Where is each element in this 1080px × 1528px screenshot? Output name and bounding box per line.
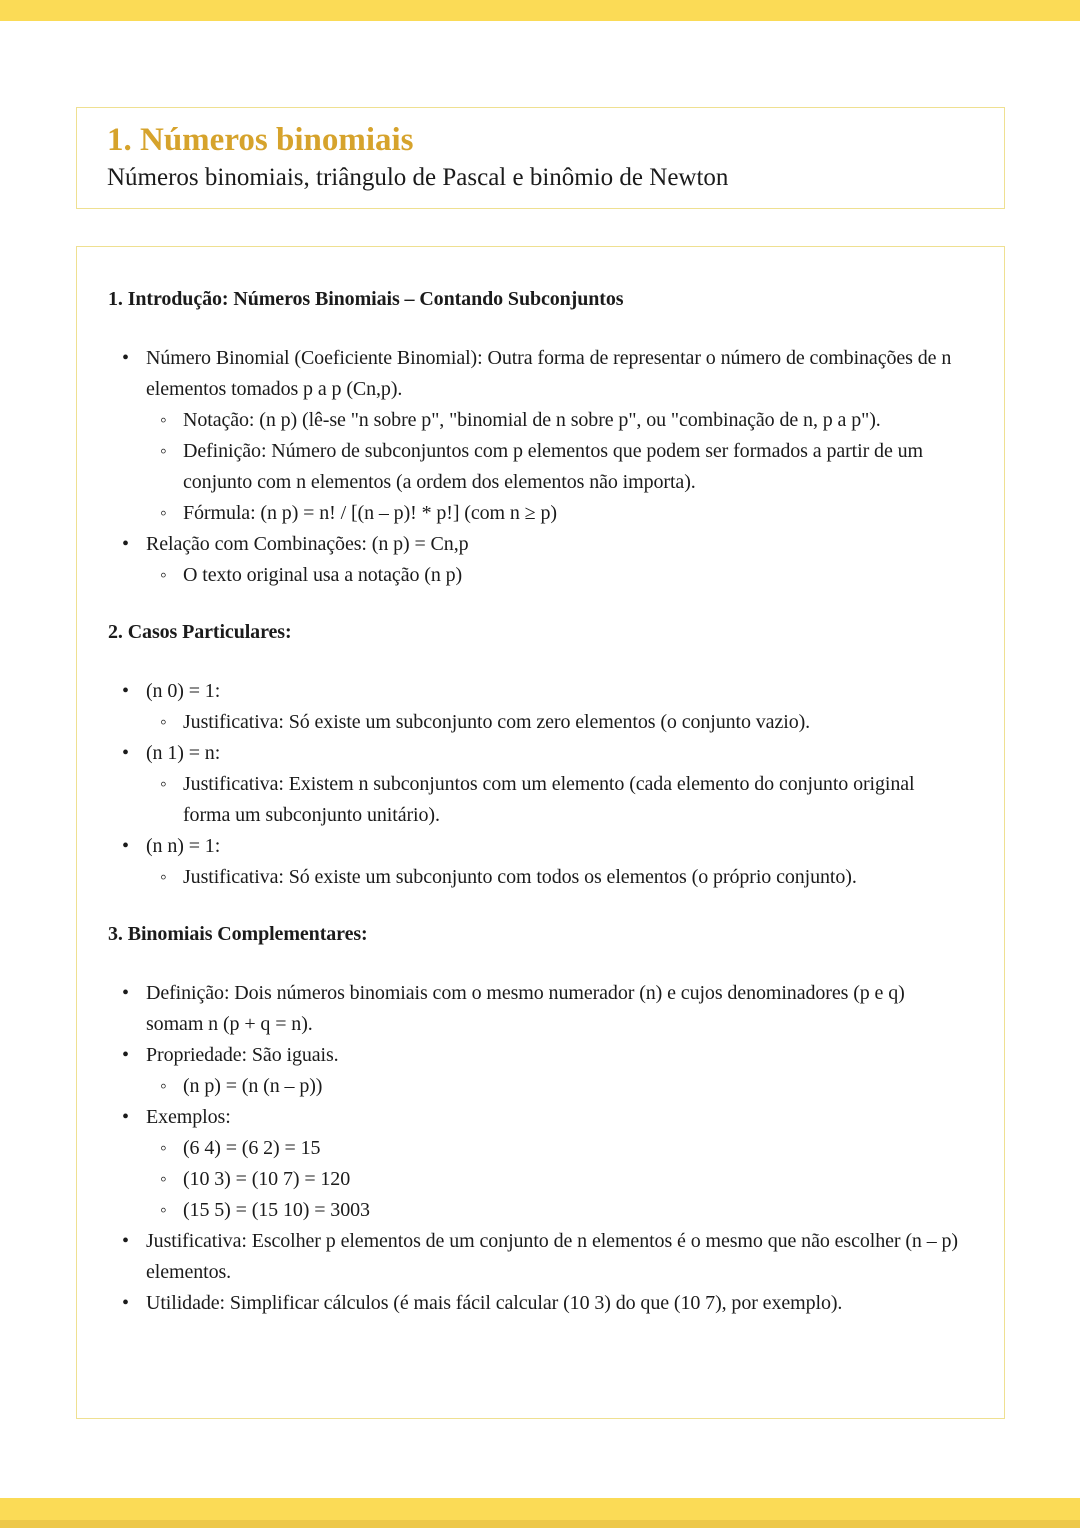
bullet-text: Exemplos: xyxy=(146,1106,231,1128)
bullet-item xyxy=(146,1040,964,1102)
sub-bullet-text: Justificativa: Só existe um subconjunto com zero elementos (o conjunto vazio). xyxy=(183,711,811,733)
sub-bullet-item xyxy=(183,1164,964,1195)
bullet-item xyxy=(146,676,964,738)
bullet-text: Número Binomial (Coeficiente Binomial): Outra forma de representar o número de combinações de n elementos tomados p a p (Cn,p). xyxy=(146,347,952,400)
sub-bullet-text: Definição: Número de subconjuntos com p elementos que podem ser formados a partir de um conjunto com n elementos (a ordem dos elementos não importa). xyxy=(183,440,923,493)
bullet-item xyxy=(146,738,964,831)
sub-bullet-item xyxy=(183,862,964,893)
content-card xyxy=(76,246,1005,1419)
section-heading-binomiais-complementares: 3. Binomiais Complementares: xyxy=(108,923,368,945)
sub-bullet-list xyxy=(146,1071,964,1102)
sub-bullet-item xyxy=(183,1195,964,1226)
sub-bullet-list xyxy=(146,405,964,529)
bullet-list xyxy=(108,978,964,1319)
sub-bullet-text: Notação: (n p) (lê-se "n sobre p", "binomial de n sobre p", ou "combinação de n, p a p"). xyxy=(183,409,881,431)
bullet-text: Relação com Combinações: (n p) = Cn,p xyxy=(146,533,469,555)
section-heading-casos-particulares: 2. Casos Particulares: xyxy=(108,621,292,643)
bullet-text: Definição: Dois números binomiais com o mesmo numerador (n) e cujos denominadores (p e q) somam n (p + q = n). xyxy=(146,982,905,1035)
sub-bullet-list xyxy=(146,1133,964,1226)
bullet-text: Utilidade: Simplificar cálculos (é mais fácil calcular (10 3) do que (10 7), por exemplo). xyxy=(146,1292,843,1314)
sub-bullet-text: Justificativa: Só existe um subconjunto com todos os elementos (o próprio conjunto). xyxy=(183,866,857,888)
bullet-item xyxy=(146,343,964,529)
sub-bullet-item xyxy=(183,769,964,831)
sub-bullet-text: (10 3) = (10 7) = 120 xyxy=(183,1168,351,1190)
sub-bullet-item xyxy=(183,1071,964,1102)
sub-bullet-item xyxy=(183,498,964,529)
bullet-text: (n 0) = 1: xyxy=(146,680,221,702)
sub-bullet-text: (n p) = (n (n – p)) xyxy=(183,1075,323,1097)
sub-bullet-item xyxy=(183,560,964,591)
bullet-list xyxy=(108,676,964,893)
bottom-accent-band xyxy=(0,1498,1080,1528)
sub-bullet-list xyxy=(146,560,964,591)
page-subtitle: Números binomiais, triângulo de Pascal e binômio de Newton xyxy=(107,164,729,191)
bullet-item xyxy=(146,529,964,591)
bullet-item xyxy=(146,1288,964,1319)
sub-bullet-item xyxy=(183,436,964,498)
sub-bullet-text: (15 5) = (15 10) = 3003 xyxy=(183,1199,370,1221)
bullet-item xyxy=(146,1226,964,1288)
bullet-item xyxy=(146,831,964,893)
page-title: 1. Números binomiais xyxy=(107,122,414,158)
sub-bullet-text: O texto original usa a notação (n p) xyxy=(183,564,463,586)
sub-bullet-item xyxy=(183,707,964,738)
sub-bullet-list xyxy=(146,862,964,893)
bullet-text: Propriedade: São iguais. xyxy=(146,1044,339,1066)
sub-bullet-list xyxy=(146,707,964,738)
bullet-text: (n n) = 1: xyxy=(146,835,221,857)
sub-bullet-text: Justificativa: Existem n subconjuntos com um elemento (cada elemento do conjunto original forma um subconjunto unitário). xyxy=(183,773,915,826)
sub-bullet-text: Fórmula: (n p) = n! / [(n – p)! * p!] (com n ≥ p) xyxy=(183,502,557,524)
sub-bullet-list xyxy=(146,769,964,831)
sub-bullet-item xyxy=(183,405,964,436)
bullet-item xyxy=(146,978,964,1040)
top-accent-band xyxy=(0,0,1080,21)
bullet-list xyxy=(108,343,964,591)
bullet-text: (n 1) = n: xyxy=(146,742,221,764)
bullet-item xyxy=(146,1102,964,1226)
section-heading-introducao: 1. Introdução: Números Binomiais – Contando Subconjuntos xyxy=(108,288,624,310)
sub-bullet-item xyxy=(183,1133,964,1164)
sub-bullet-text: (6 4) = (6 2) = 15 xyxy=(183,1137,321,1159)
bullet-text: Justificativa: Escolher p elementos de um conjunto de n elementos é o mesmo que não escolher (n – p) elementos. xyxy=(146,1230,958,1283)
title-card xyxy=(76,107,1005,209)
